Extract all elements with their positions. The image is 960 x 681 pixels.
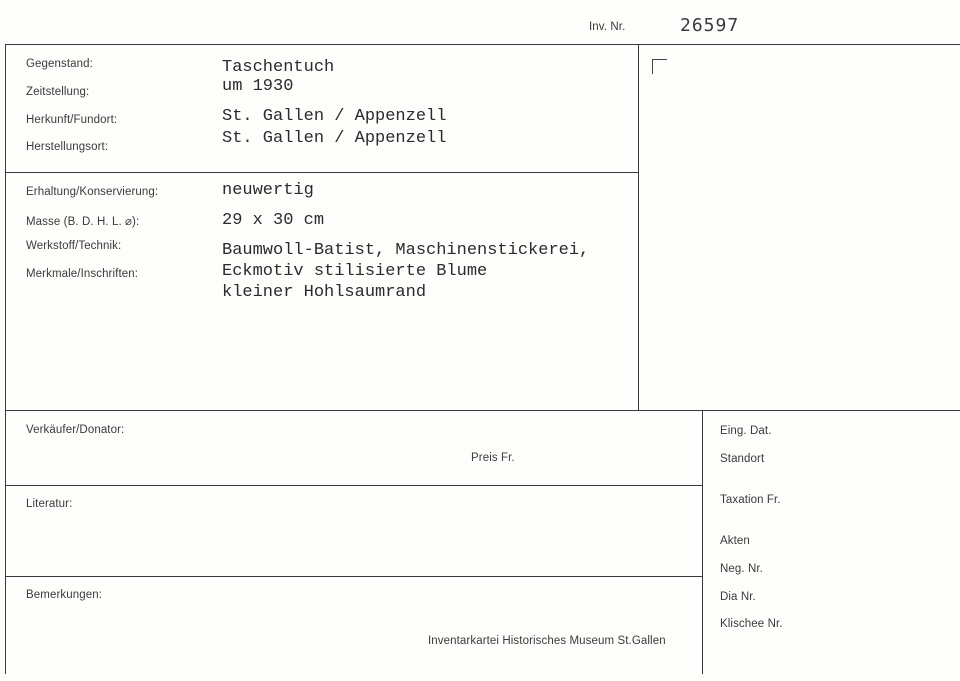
rule-section-1: [6, 172, 639, 173]
label-zeitstellung: Zeitstellung:: [26, 86, 90, 98]
label-akten: Akten: [720, 535, 750, 547]
label-eing-dat: Eing. Dat.: [720, 425, 772, 437]
value-herkunft: St. Gallen / Appenzell: [222, 107, 447, 126]
inv-number: 26597: [680, 15, 740, 36]
label-klischee-nr: Klischee Nr.: [720, 618, 783, 630]
rule-section-3: [6, 485, 703, 486]
main-divider: [638, 44, 639, 411]
value-erhaltung: neuwertig: [222, 181, 314, 200]
label-verkaeufer: Verkäufer/Donator:: [26, 424, 125, 436]
left-border: [5, 44, 6, 674]
value-masse: 29 x 30 cm: [222, 211, 325, 230]
label-masse: Masse (B. D. H. L. ⌀):: [26, 216, 140, 228]
label-neg-nr: Neg. Nr.: [720, 563, 763, 575]
value-werkstoff-line3: kleiner Hohlsaumrand: [222, 283, 427, 302]
value-werkstoff-line1: Baumwoll-Batist, Maschinenstickerei,: [222, 241, 590, 260]
label-taxation: Taxation Fr.: [720, 494, 781, 506]
value-herstellungsort: St. Gallen / Appenzell: [222, 129, 447, 148]
rule-section-4: [6, 576, 703, 577]
label-bemerkungen: Bemerkungen:: [26, 589, 102, 601]
label-herstellungsort: Herstellungsort:: [26, 141, 109, 153]
label-dia-nr: Dia Nr.: [720, 591, 756, 603]
label-standort: Standort: [720, 453, 765, 465]
value-gegenstand: Taschentuch: [222, 58, 335, 77]
label-literatur: Literatur:: [26, 498, 73, 510]
label-preis: Preis Fr.: [471, 452, 515, 464]
label-merkmale: Merkmale/Inschriften:: [26, 268, 139, 280]
rule-section-2: [6, 410, 960, 411]
top-rule: [6, 44, 960, 45]
corner-mark: [652, 59, 667, 74]
label-gegenstand: Gegenstand:: [26, 58, 93, 70]
footer-museum: Inventarkartei Historisches Museum St.Gallen: [428, 635, 666, 647]
label-erhaltung: Erhaltung/Konservierung:: [26, 186, 159, 198]
label-herkunft: Herkunft/Fundort:: [26, 114, 118, 126]
value-werkstoff-line2: Eckmotiv stilisierte Blume: [222, 262, 488, 281]
label-werkstoff: Werkstoff/Technik:: [26, 240, 122, 252]
value-zeitstellung: um 1930: [222, 77, 294, 96]
inv-nr-label: Inv. Nr.: [589, 21, 626, 33]
side-divider: [702, 410, 703, 674]
